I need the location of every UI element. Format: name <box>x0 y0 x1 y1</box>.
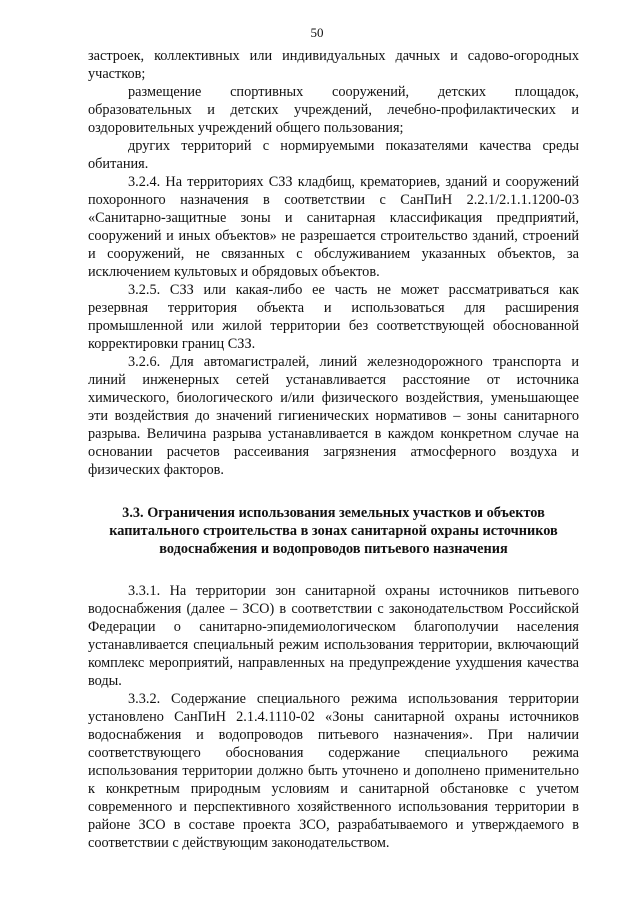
heading-line-1: 3.3. Ограничения использования земельных участков и объектов <box>122 505 545 521</box>
paragraph-3-3-2: 3.3.2. Содержание специального режима использования территории установлено СанПиН 2.1.4.1110-02 «Зоны санитарной охраны источников водоснабжения и водопроводов питьевого назначения». При наличии соответствующего обоснования содержание специального режима использования территории должно быть уточнено и дополнено применительно к конкретным природным условиям и санитарной обстановке с учетом современного и перспективного хозяйственного использования территории в районе ЗСО в составе проекта ЗСО, разрабатываемого и утверждаемого в соответствии с действующим законодательством. <box>88 691 579 851</box>
paragraph-3-2-4: 3.2.4. На территориях СЗЗ кладбищ, крематориев, зданий и сооружений похоронного назначения в соответствии с СанПиН 2.2.1/2.1.1.1200-03 «Санитарно-защитные зоны и санитарная классификация предприятий, сооружений и иных объектов» не разрешается строительство зданий, строений и сооружений, не связанных с обслуживанием указанных объектов, за исключением культовых и обрядовых объектов. <box>88 174 579 280</box>
document-body <box>88 47 579 852</box>
section-heading-3-3 <box>88 504 579 558</box>
paragraph-3-3-1: 3.3.1. На территории зон санитарной охраны источников питьевого водоснабжения (далее – ЗСО) в соответствии с законодательством Российской Федерации о санитарно-эпидемиологическом благополучии населения устанавливается специальный режим использования территории, включающий комплекс мероприятий, направленных на предупреждение ухудшения качества воды. <box>88 583 579 689</box>
paragraph-3: других территорий с нормируемыми показателями качества среды обитания. <box>88 138 579 172</box>
paragraph-2: размещение спортивных сооружений, детских площадок, образовательных и детских учреждений, лечебно-профилактических и оздоровительных учреждений общего пользования; <box>88 84 579 136</box>
paragraph-3-2-6: 3.2.6. Для автомагистралей, линий железнодорожного транспорта и линий инженерных сетей устанавливается расстояние от источника химического, биологического и/или физического воздействия, уменьшающее эти воздействия до значений гигиенических нормативов – зоны санитарного разрыва. Величина разрыва устанавливается в каждом конкретном случае на основании расчетов рассеивания загрязнения атмосферного воздуха и физических факторов. <box>88 354 579 478</box>
paragraph-1: застроек, коллективных или индивидуальных дачных и садово-огородных участков; <box>88 48 579 82</box>
heading-line-3: водоснабжения и водопроводов питьевого назначения <box>159 541 508 557</box>
heading-line-2: капитального строительства в зонах санитарной охраны источников <box>109 523 558 539</box>
paragraph-3-2-5: 3.2.5. СЗЗ или какая-либо ее часть не может рассматриваться как резервная территория объекта и использоваться для расширения промышленной или жилой территории без соответствующей обоснованной корректировки границ СЗЗ. <box>88 282 579 352</box>
page-number: 50 <box>310 25 324 40</box>
